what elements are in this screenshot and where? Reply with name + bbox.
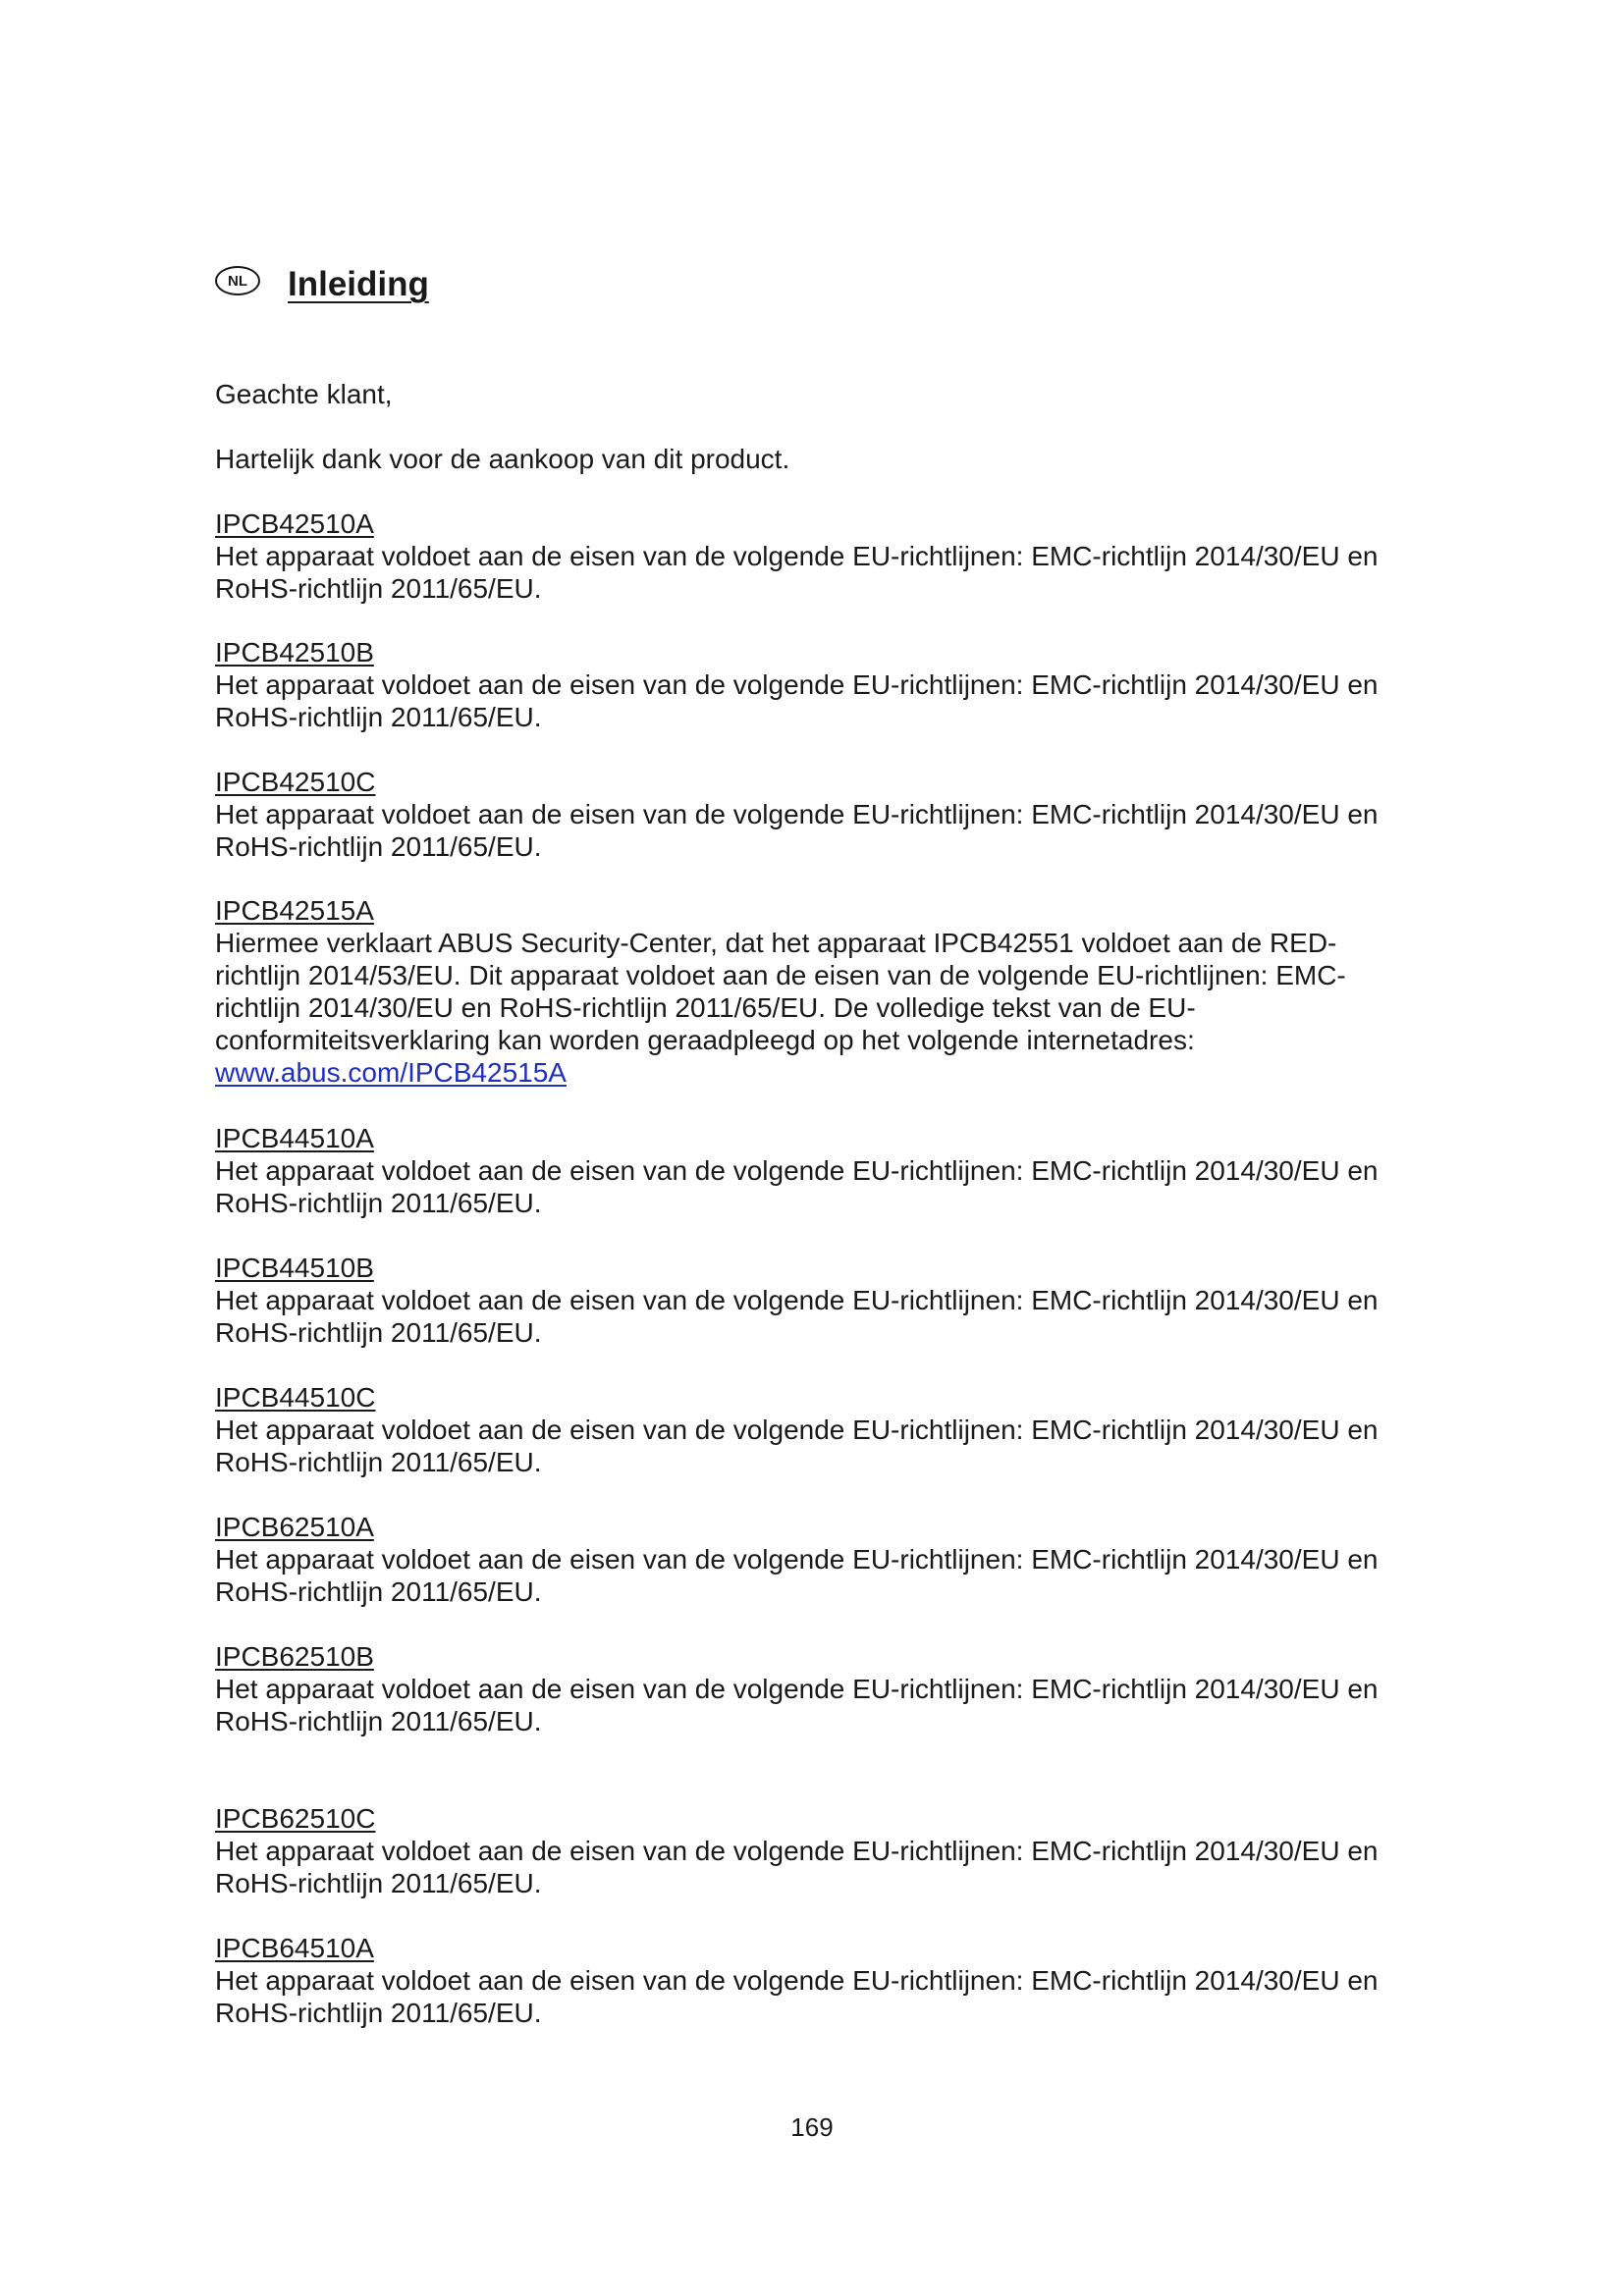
section-text-line: RoHS-richtlijn 2011/65/EU. — [215, 1706, 542, 1736]
thanks-text: Hartelijk dank voor de aankoop van dit product. — [215, 444, 790, 474]
model-number: IPCB42510B — [215, 637, 374, 667]
model-section — [215, 1511, 1413, 1608]
model-number: IPCB44510C — [215, 1382, 376, 1413]
model-section — [215, 507, 1413, 605]
section-text-line: Hiermee verklaart ABUS Security-Center, dat het apparaat IPCB42551 voldoet aan de RED- — [215, 928, 1337, 958]
model-section — [215, 1802, 1413, 1899]
model-number: IPCB64510A — [215, 1933, 374, 1963]
model-number: IPCB44510B — [215, 1253, 374, 1283]
section-text-line: RoHS-richtlijn 2011/65/EU. — [215, 1868, 542, 1898]
section-text-line: Het apparaat voldoet aan de eisen van de volgende EU-richtlijnen: EMC-richtlijn 2014/30/EU en — [215, 1836, 1379, 1866]
section-text-line: Het apparaat voldoet aan de eisen van de volgende EU-richtlijnen: EMC-richtlijn 2014/30/EU en — [215, 1155, 1379, 1186]
model-number: IPCB62510A — [215, 1512, 374, 1542]
greeting: Geachte klant, — [215, 379, 393, 409]
section-text-line: RoHS-richtlijn 2011/65/EU. — [215, 1317, 542, 1348]
section-text-line: richtlijn 2014/53/EU. Dit apparaat voldoet aan de eisen van de volgende EU-richtlijnen: EMC- — [215, 960, 1346, 990]
section-text-line: Het apparaat voldoet aan de eisen van de volgende EU-richtlijnen: EMC-richtlijn 2014/30/EU en — [215, 1965, 1379, 1996]
model-section — [215, 1640, 1413, 1737]
section-text-line: Het apparaat voldoet aan de eisen van de volgende EU-richtlijnen: EMC-richtlijn 2014/30/EU en — [215, 1415, 1379, 1445]
conformity-link[interactable]: www.abus.com/IPCB42515A — [215, 1057, 567, 1088]
model-section — [215, 1122, 1413, 1219]
page-number: 169 — [790, 2112, 834, 2142]
page-title: Inleiding — [288, 265, 429, 303]
model-number: IPCB42510C — [215, 767, 376, 797]
section-text-line: Het apparaat voldoet aan de eisen van de volgende EU-richtlijnen: EMC-richtlijn 2014/30/EU en — [215, 541, 1379, 571]
section-text-line: RoHS-richtlijn 2011/65/EU. — [215, 1998, 542, 2028]
model-number: IPCB62510B — [215, 1641, 374, 1672]
section-text-line: RoHS-richtlijn 2011/65/EU. — [215, 1188, 542, 1218]
section-text-line: RoHS-richtlijn 2011/65/EU. — [215, 1576, 542, 1607]
section-text-line: conformiteitsverklaring kan worden geraadpleegd op het volgende internetadres: — [215, 1025, 1195, 1055]
model-section — [215, 894, 1413, 1089]
section-text-line: Het apparaat voldoet aan de eisen van de volgende EU-richtlijnen: EMC-richtlijn 2014/30/EU en — [215, 669, 1379, 700]
section-text-line: Het apparaat voldoet aan de eisen van de volgende EU-richtlijnen: EMC-richtlijn 2014/30/EU en — [215, 1544, 1379, 1575]
section-text-line: Het apparaat voldoet aan de eisen van de volgende EU-richtlijnen: EMC-richtlijn 2014/30/EU en — [215, 1285, 1379, 1315]
section-text-line: Het apparaat voldoet aan de eisen van de volgende EU-richtlijnen: EMC-richtlijn 2014/30/EU en — [215, 799, 1379, 829]
model-section — [215, 1381, 1413, 1478]
section-text-line: RoHS-richtlijn 2011/65/EU. — [215, 831, 542, 862]
model-number: IPCB42510A — [215, 508, 374, 539]
section-text-line: RoHS-richtlijn 2011/65/EU. — [215, 1447, 542, 1477]
section-text-line: RoHS-richtlijn 2011/65/EU. — [215, 702, 542, 732]
model-section — [215, 1252, 1413, 1349]
model-number: IPCB42515A — [215, 895, 374, 926]
section-text-line: RoHS-richtlijn 2011/65/EU. — [215, 573, 542, 604]
model-section — [215, 1932, 1413, 2029]
language-badge-icon: NL — [215, 266, 260, 295]
section-text-line: richtlijn 2014/30/EU en RoHS-richtlijn 2011/65/EU. De volledige tekst van de EU- — [215, 992, 1196, 1023]
model-section — [215, 766, 1413, 863]
model-section — [215, 636, 1413, 733]
section-header — [215, 257, 443, 312]
model-number: IPCB44510A — [215, 1123, 374, 1153]
model-number: IPCB62510C — [215, 1803, 376, 1834]
section-text-line: Het apparaat voldoet aan de eisen van de volgende EU-richtlijnen: EMC-richtlijn 2014/30/EU en — [215, 1674, 1379, 1704]
